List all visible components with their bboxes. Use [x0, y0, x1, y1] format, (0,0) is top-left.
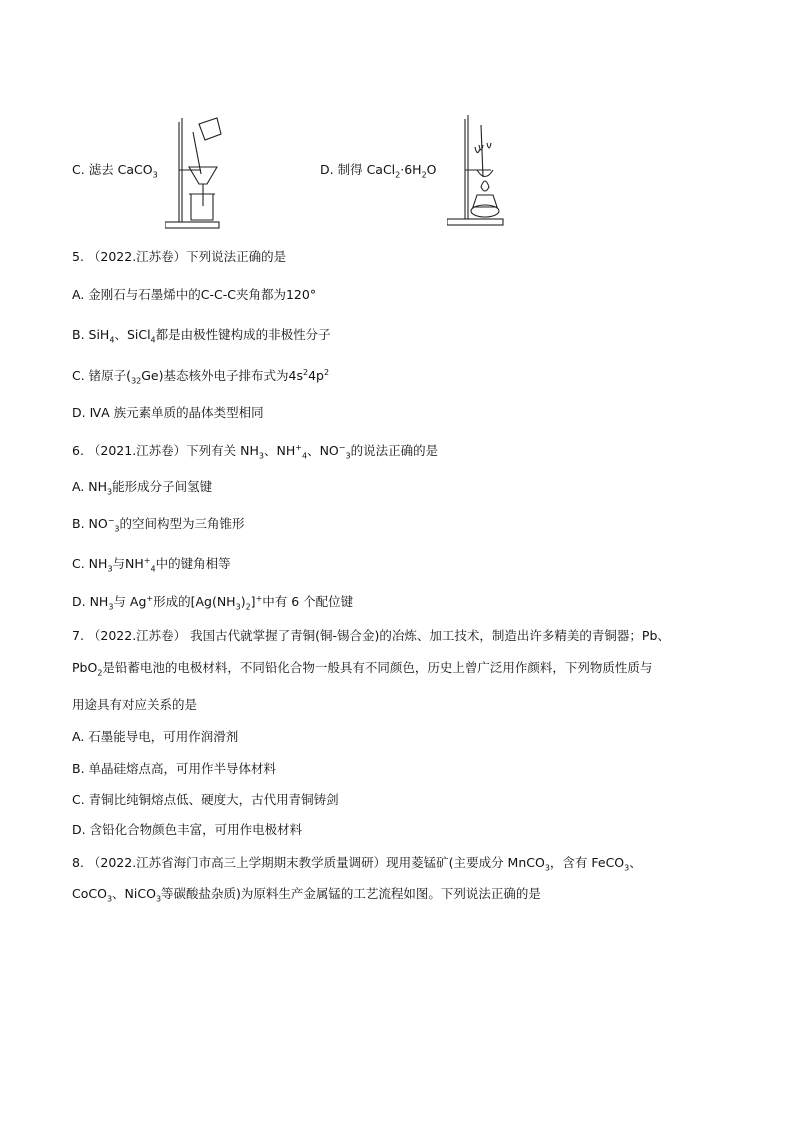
- q7-option-c: C. 青铜比纯铜熔点低、硬度大，古代用青铜铸剑: [72, 792, 339, 807]
- q5-stem: 5. （2022.江苏卷）下列说法正确的是: [72, 249, 287, 264]
- q6-option-d: D. $NH_3$与 Ag+形成的$[Ag(NH_3)_2]^+$中有 6 个配位键: [72, 593, 354, 612]
- q8-stem-line1: 8. （2022.江苏省海门市高三上学期期末教学质量调研）现用菱锰矿(主要成分 MnCO$_3$，含有 FeCO$_3$、: [72, 855, 642, 873]
- option-text: 滤去 CaCO: [88, 162, 153, 177]
- q5-option-a: A. 金刚石与石墨烯中的C-C-C夹角都为120°: [72, 287, 317, 302]
- q7-option-d: D. 含铅化合物颜色丰富，可用作电极材料: [72, 822, 303, 837]
- filtration-apparatus-image: [165, 112, 240, 230]
- q7-stem-line1: 7. （2022.江苏卷） 我国古代就掌握了青铜(铜-锡合金)的冶炼、加工技术，制造出许多精美的青铜器；Pb、: [72, 628, 670, 643]
- q7-stem-line2: PbO$_2$是铅蓄电池的电极材料，不同铅化合物一般具有不同颜色，历史上曾广泛用作颜料，下列物质性质与: [72, 660, 653, 678]
- q5-option-d: D. ⅣA 族元素单质的晶体类型相同: [72, 405, 264, 420]
- option-c-filter: C. 滤去 CaCO$_3$: [72, 162, 158, 180]
- q5-option-c: C. 锗原子$(_{32}Ge)$基态核外电子排布式为$4s^24p^2$: [72, 367, 330, 386]
- q7-stem-line3: 用途具有对应关系的是: [72, 697, 198, 712]
- q6-stem: 6. （2021.江苏卷）下列有关 $NH_3$、$NH^+_4$、$NO^-_3$的说法正确的是: [72, 442, 439, 461]
- option-text: 制得 CaCl: [337, 162, 396, 177]
- evaporation-apparatus-image: [447, 115, 509, 227]
- q6-option-c: C. $NH_3$与$NH^+_4$中的键角相等: [72, 555, 231, 574]
- q7-option-b: B. 单晶硅熔点高，可用作半导体材料: [72, 761, 277, 776]
- q8-stem-line2: CoCO$_3$、NiCO$_3$等碳酸盐杂质)为原料生产金属锰的工艺流程如图。下列说法正确的是: [72, 886, 541, 904]
- option-letter: D.: [320, 162, 334, 177]
- q6-option-b: B. $NO^-_3$的空间构型为三角锥形: [72, 515, 245, 534]
- option-letter: C.: [72, 162, 85, 177]
- q5-option-b: B. SiH$_4$、SiCl$_4$都是由极性键构成的非极性分子: [72, 327, 331, 345]
- option-d-evaporate: D. 制得 $CaCl_2\cdot 6H_2O$: [320, 162, 437, 180]
- q6-option-a: A. $NH_3$能形成分子间氢键: [72, 479, 213, 497]
- q7-option-a: A. 石墨能导电，可用作润滑剂: [72, 729, 239, 744]
